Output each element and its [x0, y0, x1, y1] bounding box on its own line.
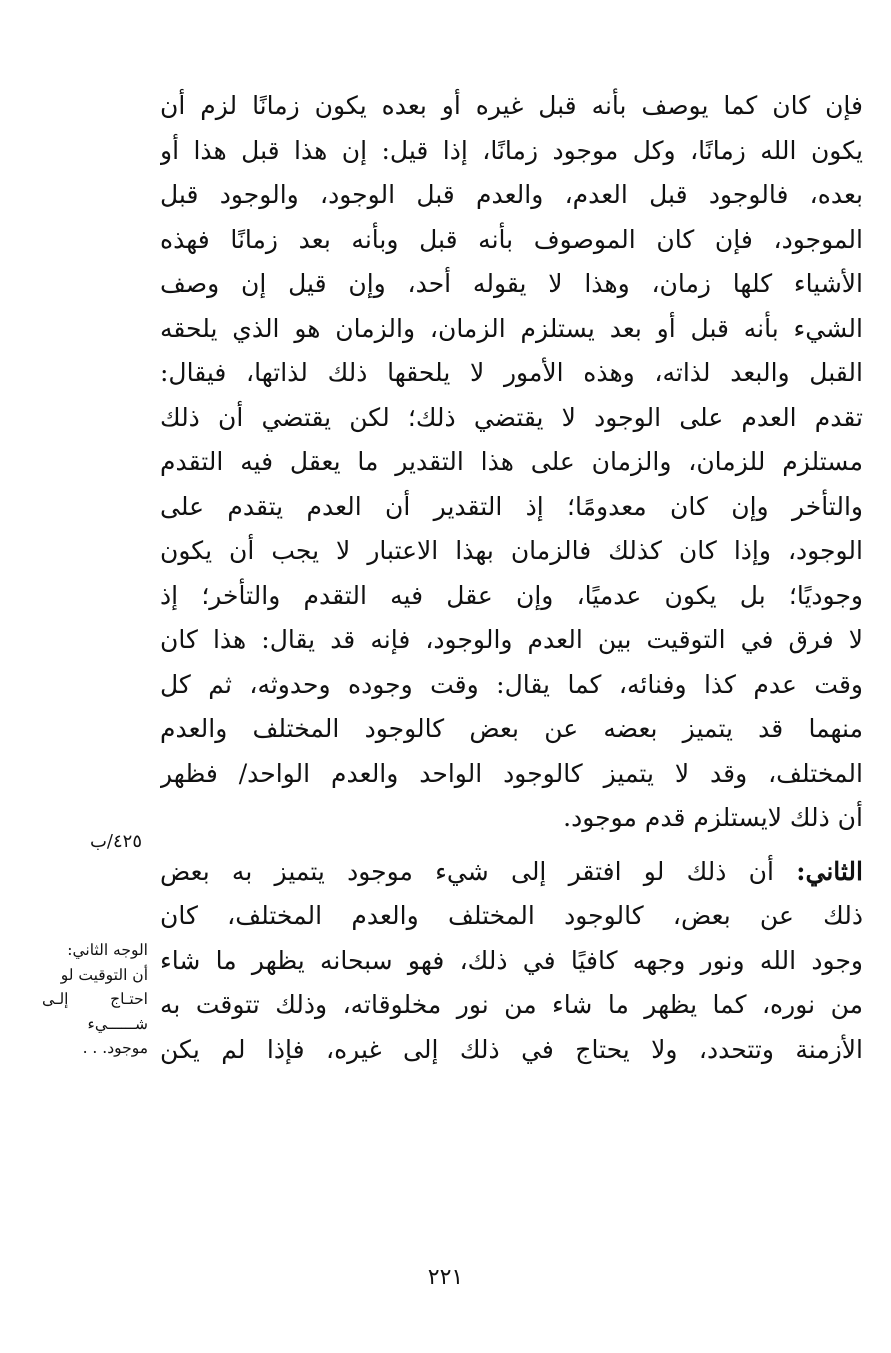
side-note-line: الوجه الثاني: [67, 941, 148, 959]
text-line: والتأخر وإن كان معدومًا؛ إذ التقدير أن العدم يتقدم على [160, 491, 863, 521]
text-line: يكون الله زمانًا، وكل موجود زمانًا، إذا قيل: إن هذا قبل هذا أو [160, 135, 863, 165]
text-line: القبل والبعد لذاته، وهذه الأمور لا يلحقها ذلك لذاتها، فيقال: [160, 358, 863, 387]
side-note-line: أن التوقيت لو [60, 965, 148, 984]
side-note-line: شــــــيء [87, 1014, 148, 1033]
second-point-opening: أن ذلك لو افتقر إلى شيء موجود يتميز به بعض [160, 856, 774, 886]
margin-side-note [42, 938, 148, 1061]
text-line: الأزمنة وتتحدد، ولا يحتاج في ذلك إلى غيره، فإذا لم يكن [160, 1034, 863, 1064]
text-line: الشيء بأنه قبل أو بعد يستلزم الزمان، والزمان هو الذي يلحقه [160, 313, 863, 343]
paragraph-gap [160, 841, 863, 850]
text-line: مستلزم للزمان، والزمان على هذا التقدير ما يعقل فيه التقدم [160, 447, 863, 476]
second-point-heading: الثاني: [796, 856, 863, 886]
text-line: وجود الله ونور وجهه كافيًا في ذلك، فهو سبحانه يظهر ما شاء [160, 945, 863, 975]
main-text-block [160, 84, 863, 1072]
text-line: وقت عدم كذا وفنائه، كما يقال: وقت وجوده وحدوثه، ثم كل [160, 669, 863, 699]
side-note-line: موجود. . . [82, 1039, 148, 1057]
side-note-line: احتـاج إلـى [42, 990, 148, 1008]
text-line: الموجود، فإن كان الموصوف بأنه قبل وبأنه بعد زمانًا فهذه [160, 224, 863, 254]
text-line: ذلك عن بعض، كالوجود المختلف والعدم المختلف، كان [160, 901, 863, 930]
text-line: لا فرق في التوقيت بين العدم والوجود، فإنه قد يقال: هذا كان [160, 625, 863, 654]
text-line: فإن كان كما يوصف بأنه قبل غيره أو بعده يكون زمانًا لزم أن [160, 91, 863, 120]
text-line: الوجود، وإذا كان كذلك فالزمان بهذا الاعتبار لا يجب أن يكون [160, 536, 863, 565]
text-line: وجوديًا؛ بل يكون عدميًا، وإن عقل فيه التقدم والتأخر؛ إذ [160, 580, 863, 610]
text-line: الأشياء كلها زمان، وهذا لا يقوله أحد، وإن قيل إن وصف [160, 269, 863, 298]
text-line-second-point [160, 850, 863, 895]
text-line: بعده، فالوجود قبل العدم، والعدم قبل الوجود، والوجود قبل [160, 180, 863, 209]
manuscript-folio-marker: ٤٢٥/ب [89, 831, 142, 852]
page-number: ٢٢١ [427, 1265, 464, 1290]
text-line-paragraph-end: أن ذلك لايستلزم قدم موجود. [563, 803, 863, 832]
text-line: منهما قد يتميز بعضه عن بعض كالوجود المختلف والعدم [160, 714, 863, 743]
text-line: من نوره، كما يظهر ما شاء من نور مخلوقاته، وذلك تتوقت به [160, 990, 863, 1019]
text-line: تقدم العدم على الوجود لا يقتضي ذلك؛ لكن يقتضي أن ذلك [160, 402, 863, 432]
text-line: المختلف، وقد لا يتميز كالوجود الواحد والعدم الواحد/ فظهر [160, 758, 863, 788]
